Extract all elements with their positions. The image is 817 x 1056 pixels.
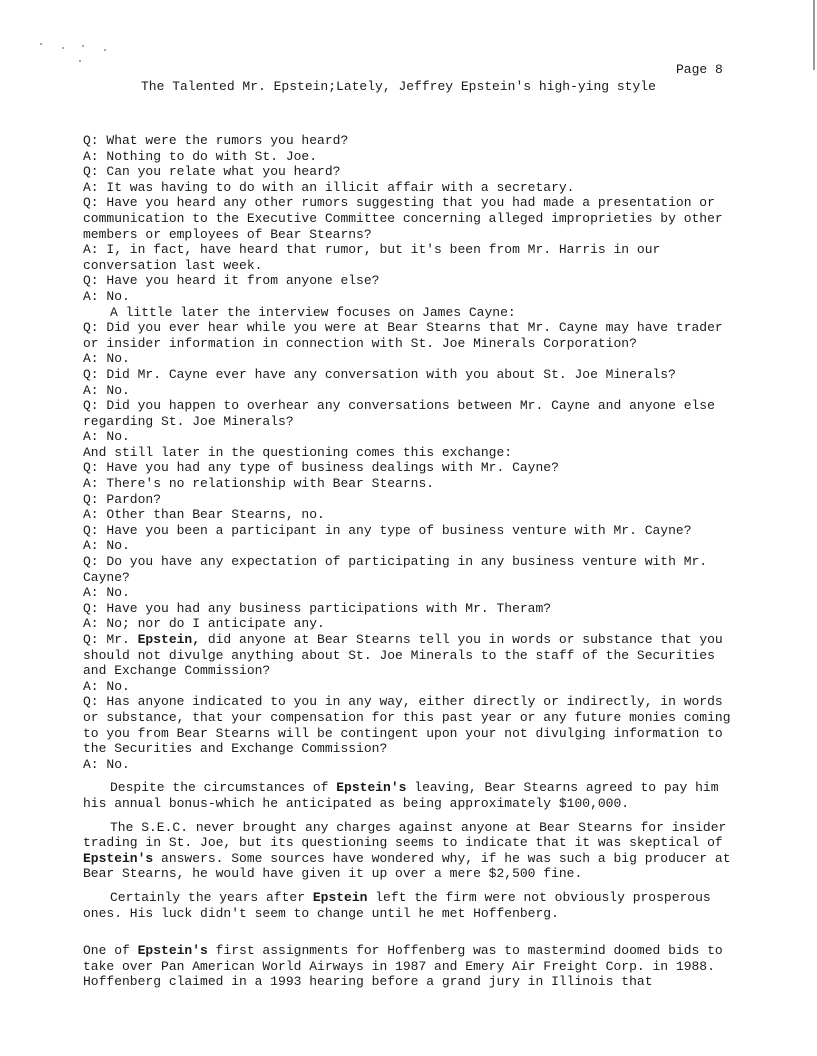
intro-exchange: And still later in the questioning comes this exchange:: [83, 444, 513, 460]
epstein-name: Epstein's: [83, 850, 154, 866]
text-run: answers. Some sources have wondered why, if he was such a big producer at Bear Stearns, he would have given it up over a mere $2,500 fine.: [83, 850, 731, 882]
qa-line: Q: Have you heard any other rumors suggesting that you had made a presentation or communication to the Executive Committee concerning alleged improprieties by other members or employees of Bear Stearns?: [83, 195, 723, 242]
text-run: left the firm were not obviously prosperous ones. His luck didn't seem to change until he met Hoffenberg.: [83, 889, 711, 921]
text-run: leaving, Bear Stearns agreed to pay him his annual bonus-which he anticipated as being approximately $100,000.: [83, 780, 719, 811]
qa-line: Q: Has anyone indicated to you in any way, either directly or indirectly, in words or substance, that your compensation for this past year or any future monies coming to you from Bear Stearns will be contingent upon your not divulging information to the Securities and Exchange Commission?: [83, 694, 731, 757]
qa-line: A: No.: [83, 382, 130, 398]
qa-line: A: No.: [83, 678, 130, 694]
qa-line: Q: Did you happen to overhear any conversations between Mr. Cayne and anyone else regarding St. Joe Minerals?: [83, 398, 715, 429]
qa-line: Q: Pardon?: [83, 491, 162, 507]
qa-line-epstein: [83, 632, 733, 679]
article-body: [83, 133, 733, 990]
qa-line: Q: What were the rumors you heard?: [83, 133, 349, 148]
qa-line: A: Other than Bear Stearns, no.: [83, 507, 325, 523]
qa-line: A: No.: [83, 288, 130, 304]
epstein-name: Epstein's: [336, 780, 407, 796]
epstein-name: Epstein,: [137, 632, 201, 647]
qa-line: Q: Did Mr. Cayne ever have any conversation with you about St. Joe Minerals?: [83, 366, 676, 382]
qa-line: Q: Did you ever hear while you were at Bear Stearns that Mr. Cayne may have trader or insider information in connection with St. Joe Minerals Corporation?: [83, 320, 723, 351]
qa-line: Q: Have you been a participant in any type of business venture with Mr. Cayne?: [83, 522, 692, 538]
qa-line: A: No.: [83, 429, 130, 445]
scan-speck: [82, 45, 84, 47]
document-title: The Talented Mr. Epstein;Lately, Jeffrey Epstein's high-ying style: [141, 79, 656, 94]
page-number: Page 8: [676, 62, 723, 77]
qa-line: A: I, in fact, have heard that rumor, but it's been from Mr. Harris in our conversation last week.: [83, 242, 661, 273]
text-run: The S.E.C. never brought any charges against anyone at Bear Stearns for insider trading in St. Joe, but its questioning seems to indicate that it was skeptical of: [83, 819, 727, 851]
scan-speck: [62, 47, 64, 49]
qa-line: A: It was having to do with an illicit affair with a secretary.: [83, 179, 575, 195]
qa-line: A: No.: [83, 351, 130, 367]
scan-edge-line: [813, 0, 815, 70]
text-run: Despite the circumstances of: [110, 780, 337, 796]
text-run: Certainly the years after: [110, 889, 313, 905]
qa-line: A: No; nor do I anticipate any.: [83, 616, 325, 632]
qa-line: A: Nothing to do with St. Joe.: [83, 148, 318, 164]
qa-line: Q: Have you heard it from anyone else?: [83, 273, 380, 289]
scan-speck: [104, 49, 106, 51]
q-rest: did anyone at Bear Stearns tell you in words or substance that you should not divulge anything about St. Joe Minerals to the staff of the Securities and Exchange Commission?: [83, 632, 723, 679]
intro-cayne: A little later the interview focuses on James Cayne:: [110, 304, 516, 320]
scan-speck: [79, 60, 81, 62]
epstein-name: Epstein's: [137, 943, 208, 959]
qa-line: A: There's no relationship with Bear Stearns.: [83, 476, 435, 492]
qa-line: Q: Have you had any business participations with Mr. Theram?: [83, 600, 552, 616]
paragraph-sec: [83, 820, 733, 882]
qa-line: Q: Have you had any type of business dealings with Mr. Cayne?: [83, 460, 559, 476]
scan-speck: [40, 43, 42, 45]
paragraph-bonus: [83, 780, 733, 811]
text-run: first assignments for Hoffenberg was to mastermind doomed bids to take over Pan American World Airways in 1987 and Emery Air Freight Corp. in 1988. Hoffenberg claimed in a 1993 hearing before a grand jury in Illinois that: [83, 943, 723, 990]
paragraph-years: [83, 890, 733, 921]
epstein-name: Epstein: [312, 889, 368, 905]
qa-line: A: No.: [83, 756, 130, 772]
text-run: One of: [83, 943, 138, 959]
qa-line: Q: Can you relate what you heard?: [83, 164, 341, 180]
q-prefix: Q: Mr.: [83, 632, 138, 647]
qa-line: Q: Do you have any expectation of participating in any business venture with Mr. Cayne?: [83, 554, 708, 585]
paragraph-hoffenberg: [83, 943, 733, 990]
qa-line: A: No.: [83, 585, 130, 601]
qa-line: A: No.: [83, 538, 130, 554]
